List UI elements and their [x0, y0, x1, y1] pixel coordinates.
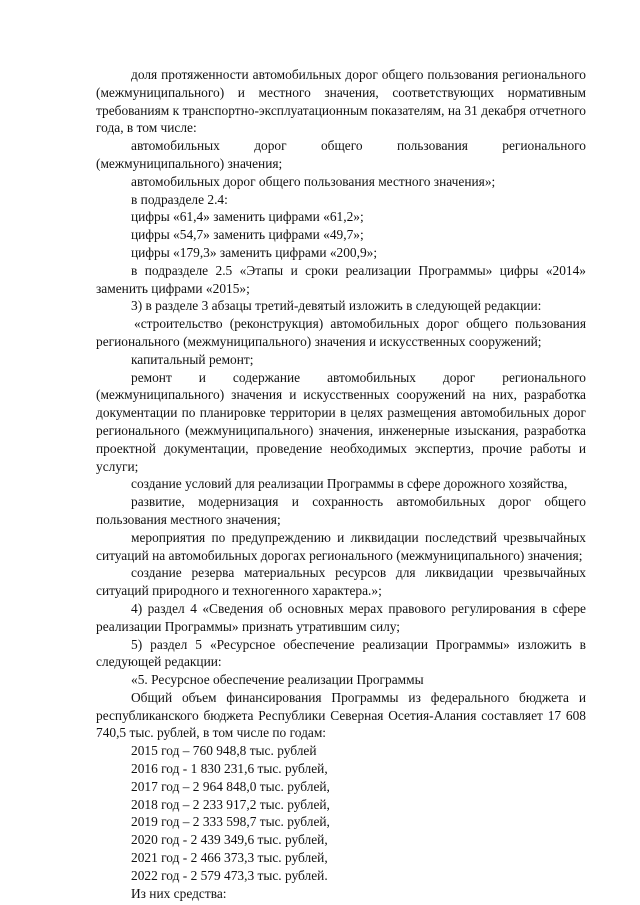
year-funding-line: 2021 год - 2 466 373,3 тыс. рублей, [131, 850, 328, 866]
paragraph: 4) раздел 4 «Сведения об основных мерах правового регулирования в сфере реализации Программы» признать утратившим силу; [96, 600, 586, 634]
year-funding-line: 2017 год – 2 964 848,0 тыс. рублей, [131, 778, 330, 794]
paragraph: «строительство (реконструкция) автомобильных дорог общего пользования регионального (межмуниципального) значения и искусственных сооружений; [96, 316, 586, 349]
paragraph: капитальный ремонт; [131, 351, 254, 367]
paragraph: «5. Ресурсное обеспечение реализации Программы [131, 672, 424, 688]
paragraph: создание резерва материальных ресурсов для ликвидации чрезвычайных ситуаций природного и техногенного характера.»; [96, 565, 586, 599]
paragraph: развитие, модернизация и сохранность автомобильных дорог общего пользования местного значения; [96, 494, 586, 527]
document-body [96, 66, 586, 902]
paragraph: ремонт и содержание автомобильных дорог регионального (межмуниципального) значения и искусственных сооружений на них, разработка документации по планировке территории в целях размещения автомобильных дорог регионального (межмуниципального) значения, инженерные изыскания, разработка проектной документации, проведение необходимых экспертиз, прочие работы и услуги; [96, 369, 586, 474]
paragraph: цифры «179,3» заменить цифрами «200,9»; [131, 244, 378, 260]
paragraph: автомобильных дорог общего пользования регионального (межмуниципального) значения; [96, 138, 586, 171]
paragraph: 3) в разделе 3 абзацы третий-девятый изложить в следующей редакции: [131, 298, 542, 314]
year-funding-list [96, 742, 586, 884]
paragraph: автомобильных дорог общего пользования местного значения»; [131, 173, 496, 189]
year-funding-line: 2015 год – 760 948,8 тыс. рублей [131, 743, 317, 759]
paragraph: доля протяженности автомобильных дорог общего пользования регионального (межмуниципального) и местного значения, соответствующих нормативным требованиям к транспортно-эксплуатационным показателям, на 31 декабря отчетного года, в том числе: [96, 67, 586, 136]
paragraph-list [96, 66, 586, 742]
paragraph: цифры «54,7» заменить цифрами «49,7»; [131, 227, 364, 243]
paragraph: в подразделе 2.4: [131, 191, 228, 207]
year-funding-line: 2016 год - 1 830 231,6 тыс. рублей, [131, 761, 328, 777]
year-funding-line: 2018 год – 2 233 917,2 тыс. рублей, [131, 796, 330, 812]
paragraph: в подразделе 2.5 «Этапы и сроки реализации Программы» цифры «2014» заменить цифрами «2015»; [96, 262, 586, 296]
year-funding-line: 2019 год – 2 333 598,7 тыс. рублей, [131, 814, 330, 830]
paragraph: цифры «61,4» заменить цифрами «61,2»; [131, 209, 364, 225]
paragraph: создание условий для реализации Программы в сфере дорожного хозяйства, [131, 476, 568, 492]
paragraph: Общий объем финансирования Программы из федерального бюджета и республиканского бюджета Республики Северная Осетия-Алания составляет 17 608 740,5 тыс. рублей, в том числе по годам: [96, 689, 586, 741]
paragraph: 5) раздел 5 «Ресурсное обеспечение реализации Программы» изложить в следующей редакции: [96, 636, 586, 670]
paragraph: мероприятия по предупреждению и ликвидации последствий чрезвычайных ситуаций на автомобильных дорогах регионального (межмуниципального) значения; [96, 529, 586, 563]
year-funding-line: 2020 год - 2 439 349,6 тыс. рублей, [131, 832, 328, 848]
closing-line: Из них средства: [131, 885, 227, 901]
year-funding-line: 2022 год - 2 579 473,3 тыс. рублей. [131, 867, 328, 883]
